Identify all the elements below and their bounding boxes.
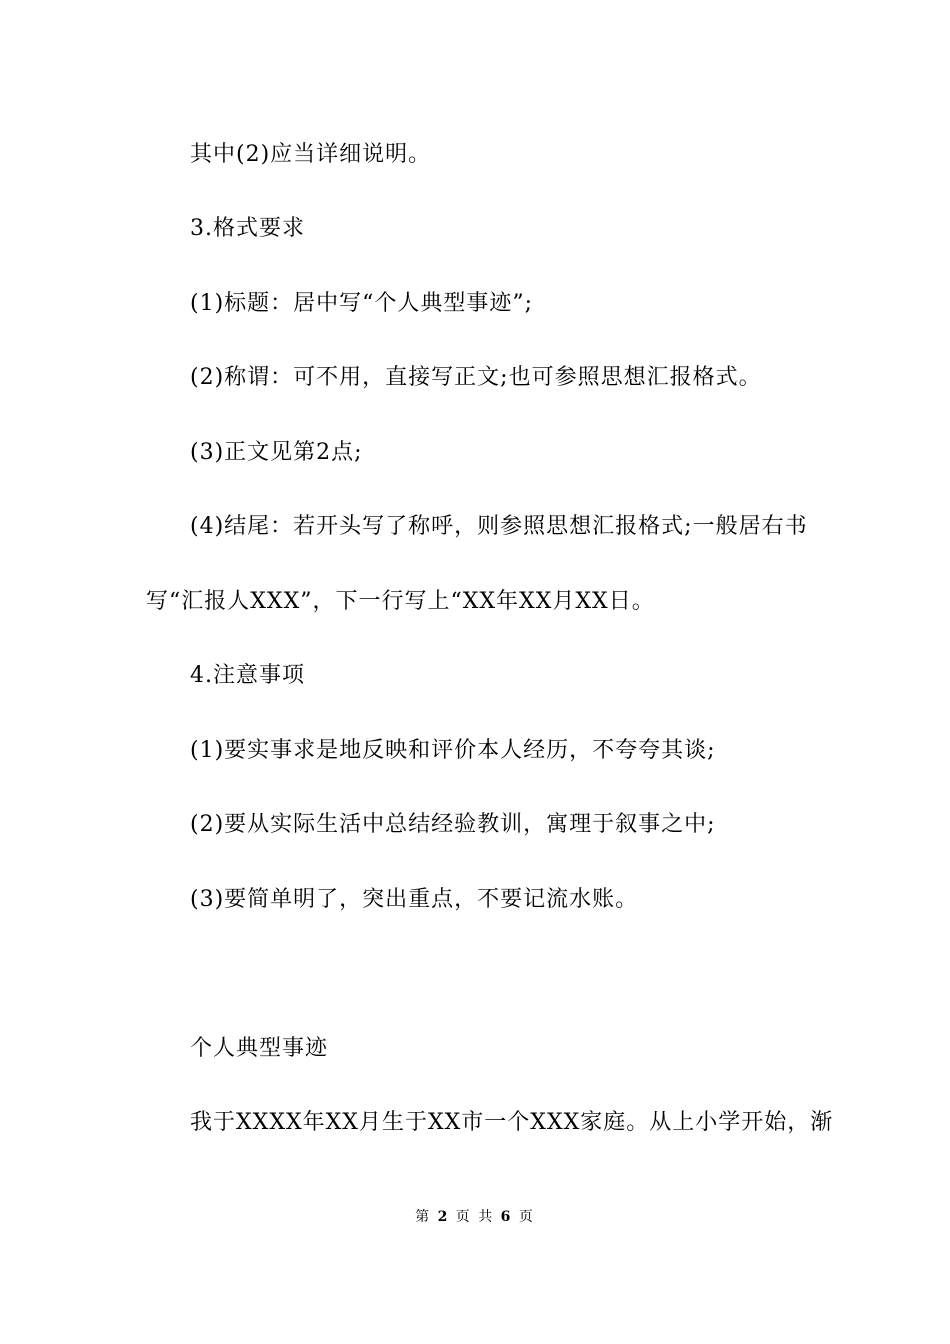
paragraph-note-3: (3)要简单明了，突出重点，不要记流水账。 [190,887,639,912]
footer-middle: 页 共 [455,1209,495,1225]
page-footer [0,1208,950,1226]
footer-current-page: 2 [437,1209,450,1225]
section-heading-format: 3.格式要求 [190,216,305,241]
paragraph-title-rule: (1)标题：居中写“个人典型事迹”; [190,291,534,316]
footer-prefix: 第 [415,1209,432,1225]
paragraph-ending-rule-continued: 写“汇报人XXX”，下一行写上“XX年XX月XX日。 [146,589,655,614]
paragraph-body-rule: (3)正文见第2点; [190,440,363,465]
sample-title: 个人典型事迹 [190,1036,329,1061]
paragraph-note-1: (1)要实事求是地反映和评价本人经历，不夸夸其谈; [190,738,716,763]
paragraph-salutation-rule: (2)称谓：可不用，直接写正文;也可参照思想汇报格式。 [190,365,762,390]
section-heading-notes: 4.注意事项 [190,663,305,688]
footer-suffix: 页 [518,1209,535,1225]
footer-total-pages: 6 [500,1209,513,1225]
paragraph-1: 其中(2)应当详细说明。 [190,142,432,167]
sample-paragraph-start: 我于XXXX年XX月生于XX市一个XXX家庭。从上小学开始，渐 [190,1110,834,1135]
paragraph-note-2: (2)要从实际生活中总结经验教训，寓理于叙事之中; [190,812,716,837]
paragraph-ending-rule: (4)结尾：若开头写了称呼，则参照思想汇报格式;一般居右书 [190,514,808,539]
